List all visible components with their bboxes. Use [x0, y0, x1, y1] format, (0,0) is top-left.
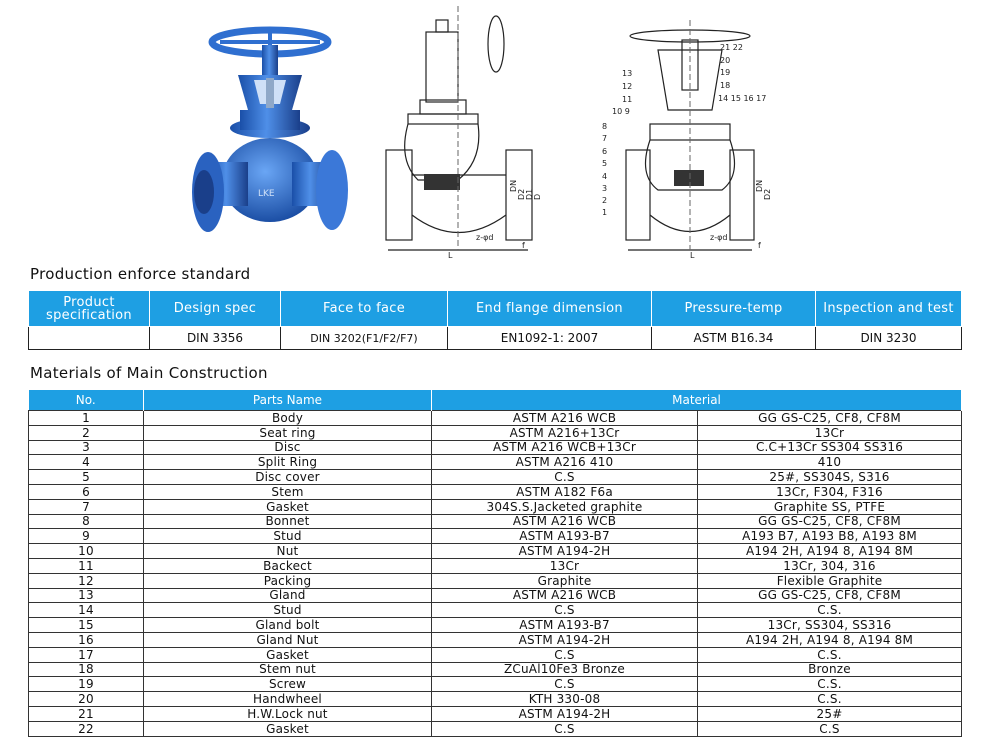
- table-row: [29, 721, 962, 736]
- material-cell: C.S: [432, 470, 698, 485]
- part-name-cell: Disc cover: [144, 470, 432, 485]
- part-no-cell: 1: [29, 411, 144, 426]
- header-cell: Pressure-temp: [652, 291, 816, 327]
- alt-material-cell: C.S.: [698, 647, 962, 662]
- material-cell: ASTM A193-B7: [432, 618, 698, 633]
- header-cell: Parts Name: [144, 390, 432, 411]
- alt-material-cell: 25#, SS304S, S316: [698, 470, 962, 485]
- part-name-cell: Stud: [144, 529, 432, 544]
- dim-label: D2: [517, 188, 526, 200]
- product-figures: [0, 0, 991, 262]
- dim-label: f: [522, 241, 525, 250]
- part-no-cell: 6: [29, 484, 144, 499]
- callout-label: 6: [602, 147, 608, 156]
- header-cell: No.: [29, 390, 144, 411]
- part-name-cell: Seat ring: [144, 425, 432, 440]
- material-cell: C.S: [432, 677, 698, 692]
- materials-table: [28, 390, 962, 737]
- alt-material-cell: C.S: [698, 721, 962, 736]
- dim-label: L: [448, 251, 453, 260]
- material-cell: 304S.S.Jacketed graphite: [432, 499, 698, 514]
- callout-label: 8: [602, 122, 608, 131]
- standards-table: [28, 290, 962, 350]
- table-row: [29, 706, 962, 721]
- part-name-cell: Stem: [144, 484, 432, 499]
- alt-material-cell: 13Cr, 304, 316: [698, 558, 962, 573]
- table-row: [29, 558, 962, 573]
- alt-material-cell: A193 B7, A193 B8, A193 8M: [698, 529, 962, 544]
- material-cell: KTH 330-08: [432, 692, 698, 707]
- material-cell: ASTM A194-2H: [432, 632, 698, 647]
- standards-header-row: [29, 291, 962, 327]
- part-no-cell: 20: [29, 692, 144, 707]
- material-cell: ASTM A194-2H: [432, 706, 698, 721]
- dim-label: D1: [525, 188, 534, 200]
- part-no-cell: 19: [29, 677, 144, 692]
- part-no-cell: 12: [29, 573, 144, 588]
- callout-label: 12: [622, 82, 633, 91]
- part-name-cell: Gland: [144, 588, 432, 603]
- callout-label: 10 9: [612, 107, 630, 116]
- callout-label: 2: [602, 196, 608, 205]
- part-no-cell: 14: [29, 603, 144, 618]
- table-row: [29, 544, 962, 559]
- dim-label: D: [533, 193, 542, 200]
- value-cell: [29, 327, 150, 350]
- material-cell: 13Cr: [432, 558, 698, 573]
- alt-material-cell: 410: [698, 455, 962, 470]
- material-cell: ASTM A216 WCB: [432, 411, 698, 426]
- part-name-cell: Bonnet: [144, 514, 432, 529]
- value-cell: DIN 3230: [816, 327, 962, 350]
- table-row: [29, 411, 962, 426]
- alt-material-cell: C.C+13Cr SS304 SS316: [698, 440, 962, 455]
- part-name-cell: Split Ring: [144, 455, 432, 470]
- part-no-cell: 9: [29, 529, 144, 544]
- alt-material-cell: GG GS-C25, CF8, CF8M: [698, 411, 962, 426]
- table-row: [29, 514, 962, 529]
- table-row: [29, 588, 962, 603]
- table-row: [29, 455, 962, 470]
- callout-label: 18: [720, 81, 731, 90]
- standards-value-row: [29, 327, 962, 350]
- dim-label: z-φd: [710, 233, 728, 242]
- callout-label: 21 22: [720, 43, 743, 52]
- part-no-cell: 18: [29, 662, 144, 677]
- value-cell: DIN 3356: [150, 327, 281, 350]
- part-name-cell: Nut: [144, 544, 432, 559]
- callout-label: 13: [622, 69, 633, 78]
- valve-photo: [180, 0, 360, 262]
- alt-material-cell: A194 2H, A194 8, A194 8M: [698, 632, 962, 647]
- material-cell: C.S: [432, 603, 698, 618]
- header-cell: Inspection and test: [816, 291, 962, 327]
- table-row: [29, 499, 962, 514]
- dim-label: z-φd: [476, 233, 494, 242]
- alt-material-cell: 13Cr, SS304, SS316: [698, 618, 962, 633]
- callout-label: 1: [602, 208, 608, 217]
- material-cell: C.S: [432, 647, 698, 662]
- header-cell: Design spec: [150, 291, 281, 327]
- part-no-cell: 7: [29, 499, 144, 514]
- part-no-cell: 10: [29, 544, 144, 559]
- parts-drawing: [598, 0, 778, 262]
- table-row: [29, 662, 962, 677]
- part-no-cell: 5: [29, 470, 144, 485]
- alt-material-cell: GG GS-C25, CF8, CF8M: [698, 588, 962, 603]
- materials-header-row: [29, 390, 962, 411]
- part-no-cell: 17: [29, 647, 144, 662]
- callout-label: 4: [602, 172, 608, 181]
- part-name-cell: Stud: [144, 603, 432, 618]
- material-cell: ASTM A216+13Cr: [432, 425, 698, 440]
- dim-label: f: [758, 241, 761, 250]
- header-cell: Product specification: [29, 291, 150, 327]
- dim-label: L: [690, 251, 695, 260]
- material-cell: ASTM A216 WCB+13Cr: [432, 440, 698, 455]
- material-cell: ZCuAl10Fe3 Bronze: [432, 662, 698, 677]
- part-no-cell: 3: [29, 440, 144, 455]
- material-cell: ASTM A182 F6a: [432, 484, 698, 499]
- part-name-cell: Disc: [144, 440, 432, 455]
- part-no-cell: 4: [29, 455, 144, 470]
- material-cell: ASTM A194-2H: [432, 544, 698, 559]
- alt-material-cell: Bronze: [698, 662, 962, 677]
- part-name-cell: Handwheel: [144, 692, 432, 707]
- part-no-cell: 8: [29, 514, 144, 529]
- value-cell: ASTM B16.34: [652, 327, 816, 350]
- part-name-cell: Gland bolt: [144, 618, 432, 633]
- table-row: [29, 573, 962, 588]
- table-row: [29, 425, 962, 440]
- material-cell: C.S: [432, 721, 698, 736]
- callout-label: 20: [720, 56, 731, 65]
- table-row: [29, 484, 962, 499]
- callout-label: 14 15 16 17: [718, 94, 767, 103]
- alt-material-cell: C.S.: [698, 603, 962, 618]
- alt-material-cell: Graphite SS, PTFE: [698, 499, 962, 514]
- part-name-cell: Backect: [144, 558, 432, 573]
- header-cell: End flange dimension: [448, 291, 652, 327]
- table-row: [29, 603, 962, 618]
- material-cell: ASTM A216 WCB: [432, 514, 698, 529]
- part-no-cell: 21: [29, 706, 144, 721]
- callout-label: 5: [602, 159, 608, 168]
- alt-material-cell: C.S.: [698, 692, 962, 707]
- section-drawing: [378, 0, 550, 262]
- dim-label: DN: [509, 179, 518, 192]
- part-name-cell: Gasket: [144, 647, 432, 662]
- alt-material-cell: 13Cr: [698, 425, 962, 440]
- part-no-cell: 22: [29, 721, 144, 736]
- svg-text:LKE: LKE: [258, 189, 275, 199]
- table-row: [29, 440, 962, 455]
- table-row: [29, 618, 962, 633]
- part-no-cell: 16: [29, 632, 144, 647]
- part-name-cell: Gland Nut: [144, 632, 432, 647]
- materials-title: Materials of Main Construction: [30, 364, 268, 382]
- value-cell: DIN 3202(F1/F2/F7): [281, 327, 448, 350]
- callout-label: 19: [720, 68, 731, 77]
- header-cell: Face to face: [281, 291, 448, 327]
- alt-material-cell: C.S.: [698, 677, 962, 692]
- alt-material-cell: 25#: [698, 706, 962, 721]
- part-name-cell: H.W.Lock nut: [144, 706, 432, 721]
- part-no-cell: 13: [29, 588, 144, 603]
- materials-body: [29, 411, 962, 737]
- table-row: [29, 529, 962, 544]
- dim-label: D2: [763, 188, 772, 200]
- dim-label: DN: [755, 179, 764, 192]
- part-no-cell: 2: [29, 425, 144, 440]
- table-row: [29, 677, 962, 692]
- alt-material-cell: 13Cr, F304, F316: [698, 484, 962, 499]
- table-row: [29, 470, 962, 485]
- part-name-cell: Stem nut: [144, 662, 432, 677]
- part-name-cell: Gasket: [144, 721, 432, 736]
- material-cell: ASTM A216 410: [432, 455, 698, 470]
- alt-material-cell: Flexible Graphite: [698, 573, 962, 588]
- part-no-cell: 11: [29, 558, 144, 573]
- part-name-cell: Gasket: [144, 499, 432, 514]
- alt-material-cell: GG GS-C25, CF8, CF8M: [698, 514, 962, 529]
- callout-label: 7: [602, 134, 608, 143]
- part-name-cell: Packing: [144, 573, 432, 588]
- material-cell: ASTM A193-B7: [432, 529, 698, 544]
- part-name-cell: Body: [144, 411, 432, 426]
- material-cell: ASTM A216 WCB: [432, 588, 698, 603]
- table-row: [29, 632, 962, 647]
- header-cell: Material: [432, 390, 962, 411]
- value-cell: EN1092-1: 2007: [448, 327, 652, 350]
- callout-label: 11: [622, 95, 633, 104]
- alt-material-cell: A194 2H, A194 8, A194 8M: [698, 544, 962, 559]
- part-no-cell: 15: [29, 618, 144, 633]
- callout-label: 3: [602, 184, 608, 193]
- standards-title: Production enforce standard: [30, 265, 251, 283]
- table-row: [29, 647, 962, 662]
- part-name-cell: Screw: [144, 677, 432, 692]
- material-cell: Graphite: [432, 573, 698, 588]
- table-row: [29, 692, 962, 707]
